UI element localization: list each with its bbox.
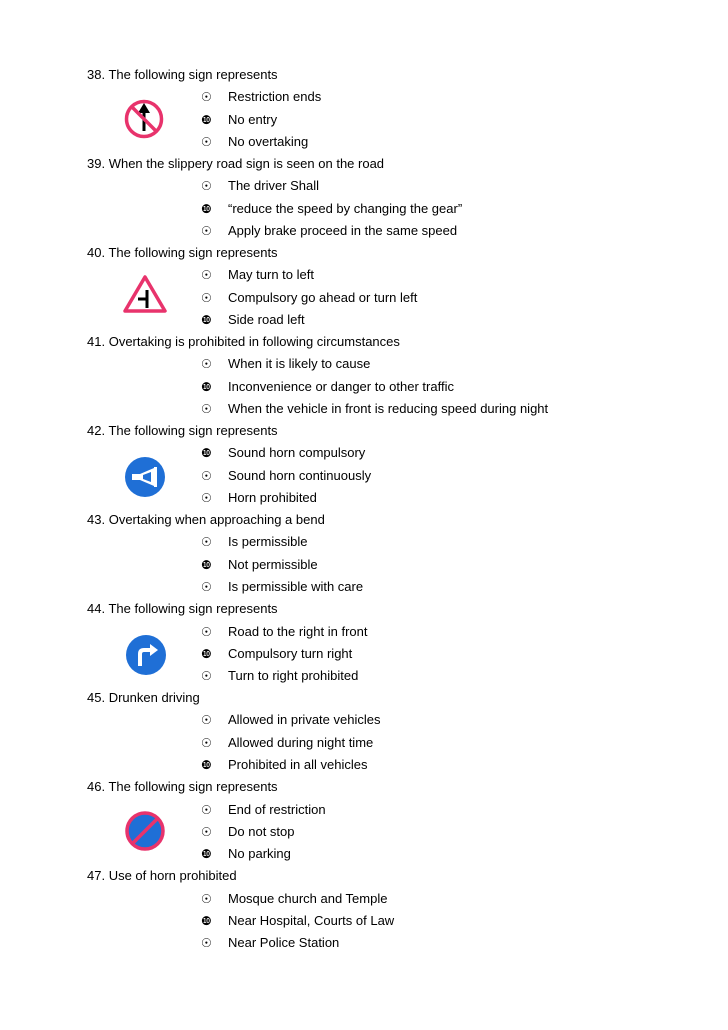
option: ❿ Not permissible [201,557,318,572]
option: ☉ May turn to left [201,267,314,282]
option: ☉ Apply brake proceed in the same speed [201,223,458,238]
answer-marker-icon: ❿ [201,647,212,661]
option: ☉ Horn prohibited [201,490,317,505]
option: ☉ Compulsory go ahead or turn left [201,290,418,305]
option: ❿ Inconvenience or danger to other traffic [201,379,454,394]
option: ☉ Near Police Station [201,935,340,950]
radio-unselected-icon: ☉ [201,469,212,483]
radio-unselected-icon: ☉ [201,135,212,149]
option: ☉ Allowed in private vehicles [201,712,381,727]
radio-unselected-icon: ☉ [201,90,212,104]
radio-unselected-icon: ☉ [201,892,212,906]
option: ☉ Turn to right prohibited [201,668,359,683]
question-46: 46. The following sign represents [87,779,278,794]
radio-unselected-icon: ☉ [201,736,212,750]
radio-unselected-icon: ☉ [201,491,212,505]
radio-unselected-icon: ☉ [201,291,212,305]
radio-unselected-icon: ☉ [201,357,212,371]
no-parking-sign-icon [124,810,166,852]
radio-unselected-icon: ☉ [201,825,212,839]
option: ☉ When it is likely to cause [201,356,371,371]
radio-unselected-icon: ☉ [201,268,212,282]
question-43: 43. Overtaking when approaching a bend [87,512,325,527]
question-47: 47. Use of horn prohibited [87,868,237,883]
answer-marker-icon: ❿ [201,202,212,216]
option: ❿ Compulsory turn right [201,646,353,661]
option: ☉ Do not stop [201,824,295,839]
turn-right-sign-icon [125,634,167,676]
option: ❿ Sound horn compulsory [201,445,366,460]
option: ☉ Sound horn continuously [201,468,372,483]
answer-marker-icon: ❿ [201,313,212,327]
question-39: 39. When the slippery road sign is seen on the road [87,156,385,171]
option: ☉ Mosque church and Temple [201,891,388,906]
radio-unselected-icon: ☉ [201,179,212,193]
option: ☉ The driver Shall [201,178,320,193]
radio-unselected-icon: ☉ [201,936,212,950]
answer-marker-icon: ❿ [201,558,212,572]
answer-marker-icon: ❿ [201,847,212,861]
option: ❿ No parking [201,846,291,861]
option: ❿ No entry [201,112,278,127]
radio-unselected-icon: ☉ [201,803,212,817]
radio-unselected-icon: ☉ [201,580,212,594]
question-40: 40. The following sign represents [87,245,278,260]
answer-marker-icon: ❿ [201,113,212,127]
question-38: 38. The following sign represents [87,67,278,82]
option: ☉ Allowed during night time [201,735,374,750]
radio-unselected-icon: ☉ [201,625,212,639]
answer-marker-icon: ❿ [201,914,212,928]
question-41: 41. Overtaking is prohibited in following circumstances [87,334,400,349]
radio-unselected-icon: ☉ [201,535,212,549]
option: ❿ Near Hospital, Courts of Law [201,913,395,928]
radio-unselected-icon: ☉ [201,669,212,683]
radio-unselected-icon: ☉ [201,224,212,238]
question-44: 44. The following sign represents [87,601,278,616]
option: ❿ “reduce the speed by changing the gear” [201,201,463,216]
answer-marker-icon: ❿ [201,446,212,460]
option: ❿ Side road left [201,312,305,327]
horn-sign-icon [124,456,166,498]
no-overtaking-sign-icon [123,98,165,140]
side-road-left-sign-icon [122,273,168,315]
option: ☉ Road to the right in front [201,624,368,639]
radio-unselected-icon: ☉ [201,402,212,416]
radio-unselected-icon: ☉ [201,713,212,727]
option: ☉ Restriction ends [201,89,322,104]
option: ☉ End of restriction [201,802,326,817]
option: ❿ Prohibited in all vehicles [201,757,368,772]
option: ☉ Is permissible [201,534,308,549]
answer-marker-icon: ❿ [201,758,212,772]
option: ☉ When the vehicle in front is reducing speed during night [201,401,549,416]
option: ☉ No overtaking [201,134,309,149]
question-45: 45. Drunken driving [87,690,200,705]
answer-marker-icon: ❿ [201,380,212,394]
question-42: 42. The following sign represents [87,423,278,438]
option: ☉ Is permissible with care [201,579,364,594]
